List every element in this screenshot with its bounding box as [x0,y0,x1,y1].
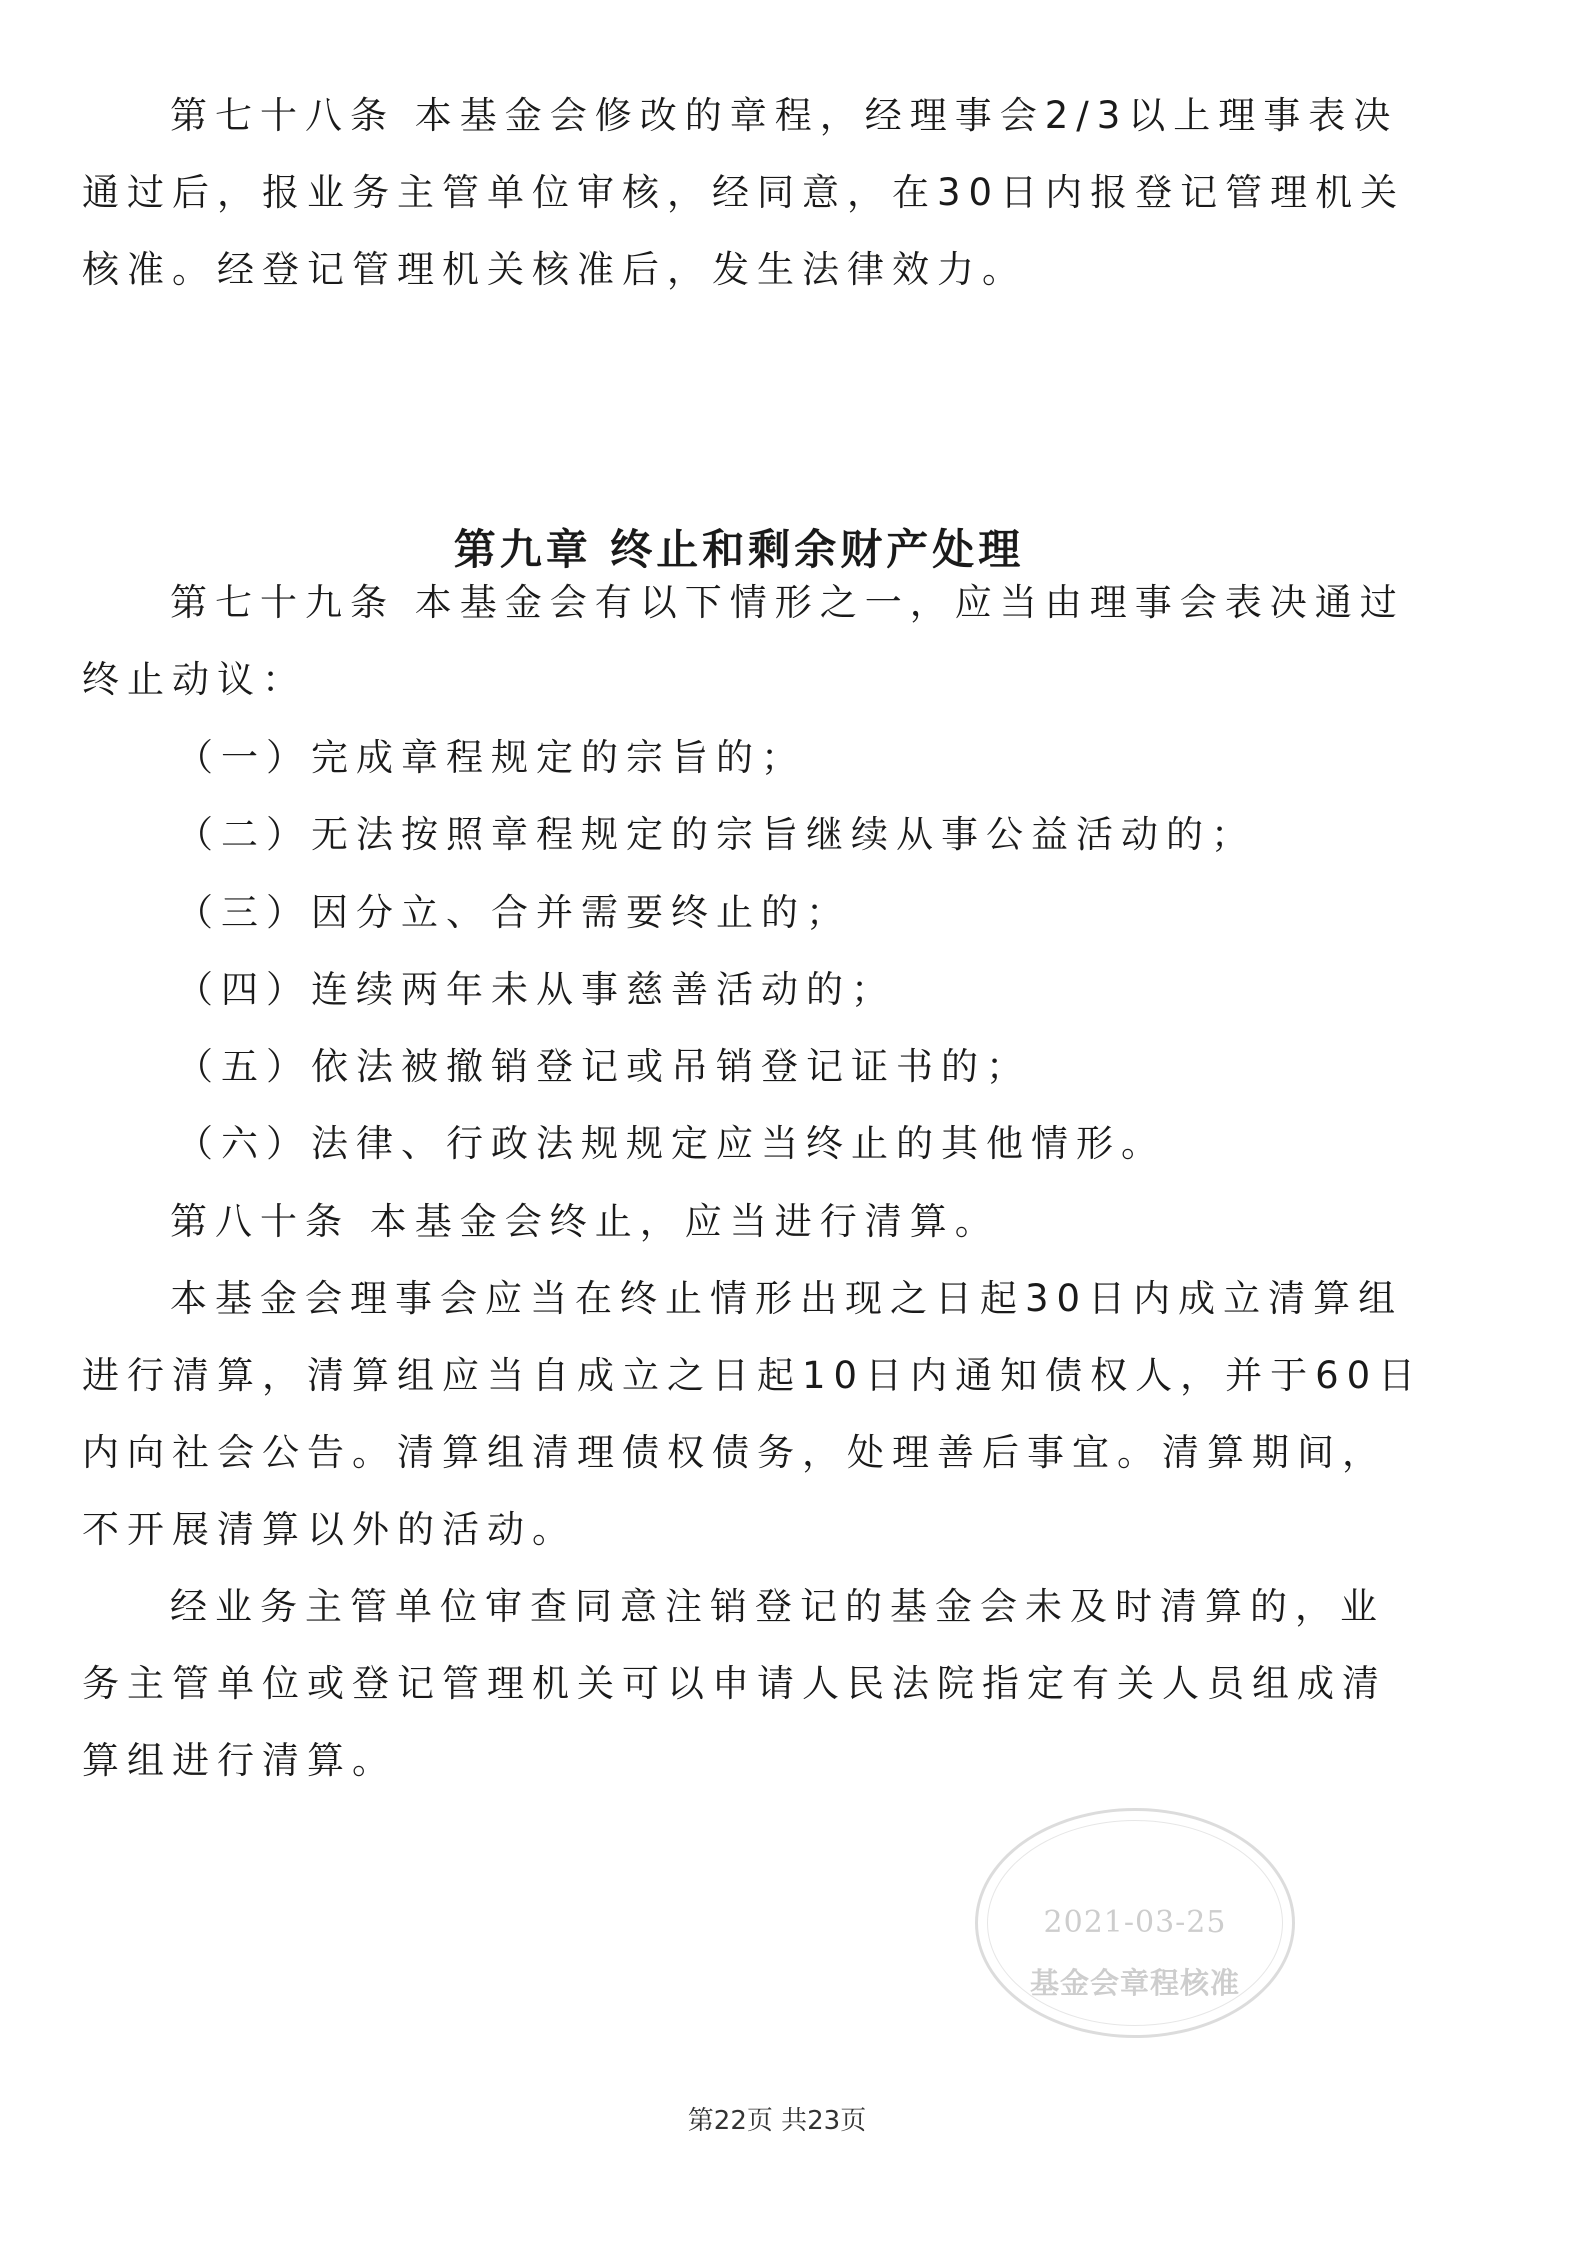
article-80-para-1-line-2: 进行清算，清算组应当自成立之日起10日内通知债权人，并于60日 [82,1354,1424,1397]
article-78-line-1: 第七十八条 本基金会修改的章程，经理事会2/3以上理事表决 [170,94,1399,137]
list-item: （六）法律、行政法规规定应当终止的其他情形。 [176,1122,1166,1165]
article-79-line-2: 终止动议： [82,658,307,701]
article-80-para-1-line-3: 内向社会公告。清算组清理债权债务，处理善后事宜。清算期间， [82,1431,1387,1474]
article-80-para-2-line-3: 算组进行清算。 [82,1739,397,1782]
article-80-para-2-line-1: 经业务主管单位审查同意注销登记的基金会未及时清算的，业 [170,1585,1385,1628]
list-item: （二）无法按照章程规定的宗旨继续从事公益活动的； [176,813,1256,856]
page-number-footer: 第22页 共23页 [687,2106,867,2136]
article-78-line-2: 通过后，报业务主管单位审核，经同意，在30日内报登记管理机关 [82,171,1406,214]
chapter-title: 第九章 终止和剩余财产处理 [453,525,1025,574]
article-79-line-1: 第七十九条 本基金会有以下情形之一，应当由理事会表决通过 [170,581,1405,624]
list-item: （三）因分立、合并需要终止的； [176,891,851,934]
list-item: （五）依法被撤销登记或吊销登记证书的； [176,1045,1031,1088]
article-80-para-1-line-4: 不开展清算以外的活动。 [82,1508,577,1551]
list-item: （四）连续两年未从事慈善活动的； [176,968,896,1011]
article-80-line: 第八十条 本基金会终止，应当进行清算。 [170,1200,1000,1243]
stamp-date: 2021-03-25 [1043,1905,1227,1940]
article-78-line-3: 核准。经登记管理机关核准后，发生法律效力。 [82,248,1027,291]
stamp-label: 基金会章程核准 [1029,1966,1240,2000]
article-80-para-2-line-2: 务主管单位或登记管理机关可以申请人民法院指定有关人员组成清 [82,1662,1387,1705]
approval-stamp [975,1808,1295,2038]
list-item: （一）完成章程规定的宗旨的； [176,736,806,779]
article-80-para-1-line-1: 本基金会理事会应当在终止情形出现之日起30日内成立清算组 [170,1277,1404,1320]
